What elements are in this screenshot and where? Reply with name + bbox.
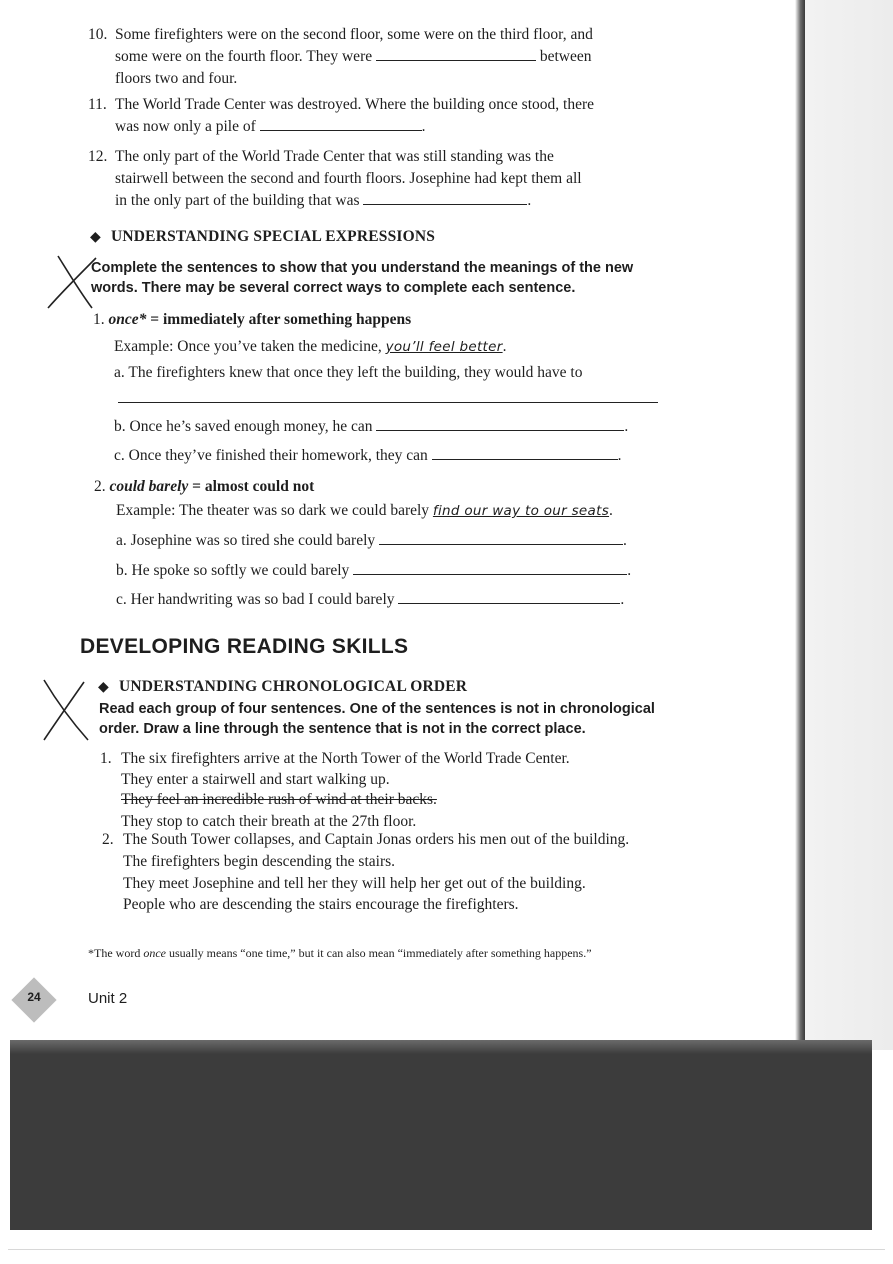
group-number: 2. <box>102 831 114 848</box>
diamond-bullet-icon: ◆ <box>90 230 101 245</box>
sentence-2c: c. Her handwriting was so bad I could barely . <box>116 591 625 608</box>
sentence-2a: a. Josephine was so tired she could barely . <box>116 532 627 549</box>
question-number: 10. <box>88 26 108 43</box>
question-number: 12. <box>88 148 108 165</box>
section-title: DEVELOPING READING SKILLS <box>80 635 409 658</box>
question-10 <box>88 24 688 94</box>
bottom-divider <box>8 1249 885 1250</box>
question-line: in the only part of the building that was . <box>115 192 532 209</box>
question-line: floors two and four. <box>115 70 238 87</box>
expression-item-1-title: 1. once* = immediately after something happens <box>93 311 412 328</box>
sentence: The firefighters begin descending the stairs. <box>123 853 396 870</box>
question-line: The only part of the World Trade Center that was still standing was the <box>115 148 554 165</box>
answer-blank[interactable] <box>432 445 618 460</box>
footnote: *The word once usually means “one time,” but it can also mean “immediately after something happens.” <box>88 946 592 960</box>
page-binding-shadow <box>795 0 805 1050</box>
group-number: 1. <box>100 750 112 767</box>
page-number: 24 <box>27 990 41 1004</box>
expression-item-2-example: Example: The theater was so dark we could barely find our way to our seats. <box>116 502 613 519</box>
question-11 <box>88 94 688 140</box>
answer-blank[interactable] <box>118 388 658 403</box>
question-number: 11. <box>88 96 107 113</box>
question-line: The World Trade Center was destroyed. Where the building once stood, there <box>115 96 594 113</box>
sentence: They stop to catch their breath at the 27th floor. <box>121 813 417 830</box>
question-line: some were on the fourth floor. They were between <box>115 48 592 65</box>
unit-label: Unit 2 <box>88 990 128 1007</box>
chronological-heading: ◆ UNDERSTANDING CHRONOLOGICAL ORDER <box>98 678 468 695</box>
answer-blank[interactable] <box>260 116 422 131</box>
answer-blank[interactable] <box>376 416 624 431</box>
special-expressions-instructions: Complete the sentences to show that you understand the meanings of the new words. There may be several correct ways to complete each sentence. <box>91 260 634 296</box>
answer-blank[interactable] <box>376 46 536 61</box>
page-margin <box>805 0 893 1050</box>
sentence-1a: a. The firefighters knew that once they left the building, they would have to <box>114 364 583 381</box>
chronology-group-1 <box>100 748 720 836</box>
answer-blank[interactable] <box>363 190 527 205</box>
sentence-1c: c. Once they’ve finished their homework, they can . <box>114 447 622 464</box>
handwritten-answer: find our way to our seats <box>432 503 610 519</box>
expression-item-2-title: 2. could barely = almost could not <box>94 478 315 495</box>
scan-dark-area <box>10 1040 872 1230</box>
question-line: was now only a pile of . <box>115 118 426 135</box>
expression-item-1-example: Example: Once you’ve taken the medicine, you’ll feel better. <box>114 338 507 355</box>
special-expressions-heading: ◆ UNDERSTANDING SPECIAL EXPRESSIONS <box>90 228 436 245</box>
handwritten-answer: you’ll feel better <box>385 339 503 355</box>
question-12 <box>88 146 688 214</box>
diamond-bullet-icon: ◆ <box>98 680 109 695</box>
crossed-out-sentence: They feel an incredible rush of wind at their backs. <box>121 791 437 808</box>
handwritten-x-icon <box>38 674 98 746</box>
sentence: They enter a stairwell and start walking up. <box>121 771 390 788</box>
question-line: Some firefighters were on the second floor, some were on the third floor, and <box>115 26 593 43</box>
sentence-2b: b. He spoke so softly we could barely . <box>116 562 632 579</box>
chronological-instructions: Read each group of four sentences. One of the sentences is not in chronological order. Draw a line through the sentence that is not in the correct place. <box>99 701 655 737</box>
sentence-1b: b. Once he’s saved enough money, he can . <box>114 418 629 435</box>
sentence: People who are descending the stairs encourage the firefighters. <box>123 896 519 913</box>
answer-blank[interactable] <box>398 589 620 604</box>
chronology-group-2 <box>102 829 722 917</box>
question-line: stairwell between the second and fourth floors. Josephine had kept them all <box>115 170 582 187</box>
sentence: The South Tower collapses, and Captain Jonas orders his men out of the building. <box>123 831 630 848</box>
sentence: The six firefighters arrive at the North Tower of the World Trade Center. <box>121 750 570 767</box>
answer-blank[interactable] <box>353 560 627 575</box>
answer-blank[interactable] <box>379 530 623 545</box>
sentence: They meet Josephine and tell her they will help her get out of the building. <box>123 875 586 892</box>
